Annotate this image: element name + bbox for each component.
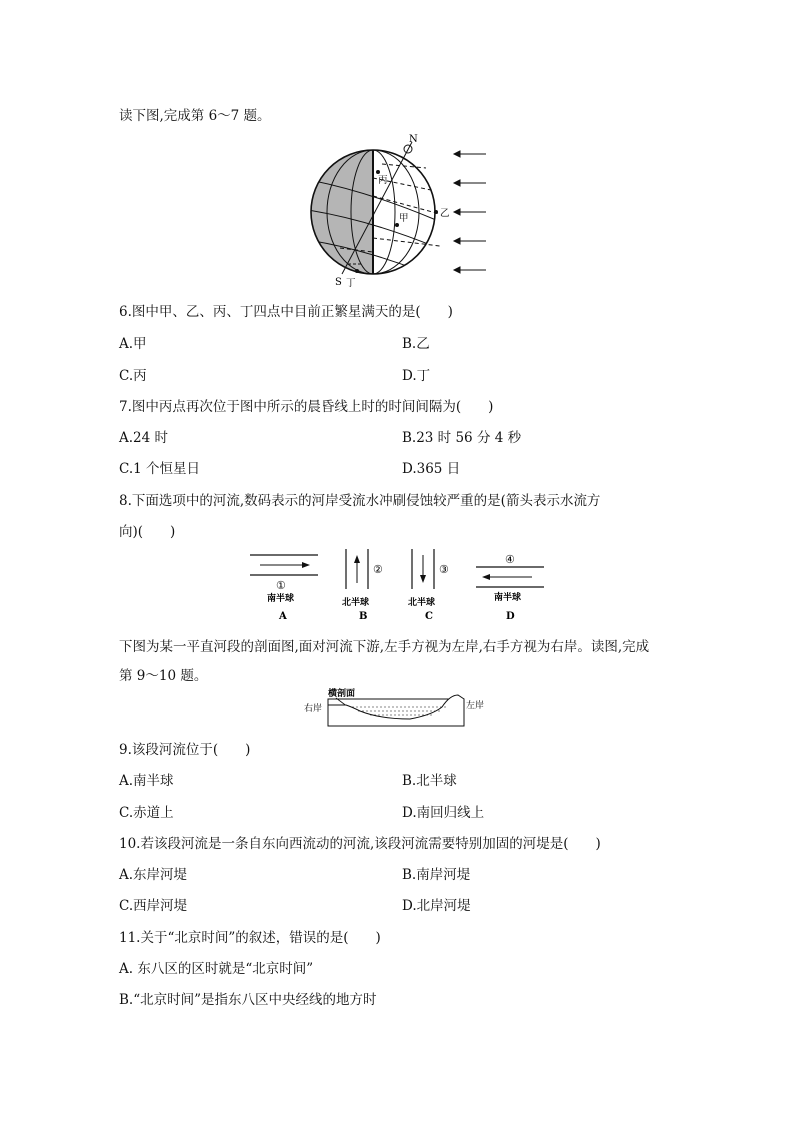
cross-section-title: 横剖面 [328, 689, 356, 699]
question-6-stem: 6.图中甲、乙、丙、丁四点中目前正繁星满天的是( ) [119, 304, 453, 320]
intro-text-6-7: 读下图,完成第 6～7 题。 [119, 108, 271, 124]
svg-text:B: B [359, 611, 368, 622]
river-option-c [408, 549, 449, 622]
q7-option-c[interactable]: C.1 个恒星日 [119, 461, 201, 477]
left-bank-label: 左岸 [466, 701, 485, 711]
svg-text:④: ④ [505, 553, 515, 566]
q7-option-b[interactable]: B.23 时 56 分 4 秒 [402, 430, 522, 446]
point-ding-label: 丁 [346, 278, 356, 289]
q9-option-d[interactable]: D.南回归线上 [402, 805, 485, 821]
svg-text:北半球: 北半球 [342, 598, 370, 608]
q6-option-a[interactable]: A.甲 [119, 336, 147, 352]
svg-text:南半球: 南半球 [494, 593, 522, 603]
question-9-stem: 9.该段河流位于( ) [119, 742, 251, 758]
q9-option-a[interactable]: A.南半球 [119, 773, 174, 789]
sunlight-arrows [454, 151, 486, 273]
river-option-b [342, 549, 383, 622]
question-8-stem: 8.下面选项中的河流,数码表示的河岸受流水冲刷侵蚀较严重的是(箭头表示水流方 [119, 493, 601, 509]
intro-text-9-10: 下图为某一平直河段的剖面图,面对河流下游,左手方视为左岸,右手方视为右岸。读图,完成 [119, 639, 650, 655]
right-bank-label: 右岸 [304, 704, 323, 714]
svg-text:①: ① [276, 579, 286, 592]
intro-text-9-10-cont: 第 9～10 题。 [119, 668, 208, 684]
river-option-d [476, 553, 544, 622]
globe-illumination-figure [300, 128, 500, 290]
north-pole-label: N [409, 134, 418, 145]
q10-option-d[interactable]: D.北岸河堤 [402, 898, 471, 914]
question-7-stem: 7.图中丙点再次位于图中所示的晨昏线上时的时间间隔为( ) [119, 399, 494, 415]
river-options-figure [240, 545, 560, 625]
point-jia-label: 甲 [399, 213, 409, 224]
river-option-a [250, 555, 318, 622]
q11-option-b[interactable]: B.“北京时间”是指东八区中央经线的地方时 [119, 992, 377, 1008]
q6-option-d[interactable]: D.丁 [402, 368, 431, 384]
svg-text:②: ② [373, 563, 383, 576]
q6-option-c[interactable]: C.丙 [119, 368, 147, 384]
q10-option-b[interactable]: B.南岸河堤 [402, 867, 471, 883]
svg-text:C: C [425, 611, 433, 622]
svg-text:D: D [506, 611, 515, 622]
q7-option-a[interactable]: A.24 时 [119, 430, 169, 446]
svg-text:A: A [279, 611, 287, 622]
question-11-stem: 11.关于“北京时间”的叙述，错误的是( ) [119, 930, 381, 946]
q9-option-b[interactable]: B.北半球 [402, 773, 457, 789]
q9-option-c[interactable]: C.赤道上 [119, 805, 174, 821]
q11-option-a[interactable]: A. 东八区的区时就是“北京时间” [119, 961, 314, 977]
q6-option-b[interactable]: B.乙 [402, 336, 430, 352]
point-bing-label: 丙 [378, 175, 388, 186]
point-yi-label: 乙 [440, 208, 450, 219]
question-10-stem: 10.若该段河流是一条自东向西流动的河流,该段河流需要特别加固的河堤是( ) [119, 836, 601, 852]
q7-option-d[interactable]: D.365 日 [402, 461, 461, 477]
svg-text:北半球: 北半球 [408, 598, 436, 608]
q10-option-a[interactable]: A.东岸河堤 [119, 867, 188, 883]
svg-text:南半球: 南半球 [267, 594, 295, 604]
river-cross-section-figure [300, 685, 500, 731]
question-8-stem-cont: 向)( ) [119, 524, 176, 540]
q10-option-c[interactable]: C.西岸河堤 [119, 898, 188, 914]
svg-text:③: ③ [439, 563, 449, 576]
south-pole-label: S [335, 277, 342, 288]
